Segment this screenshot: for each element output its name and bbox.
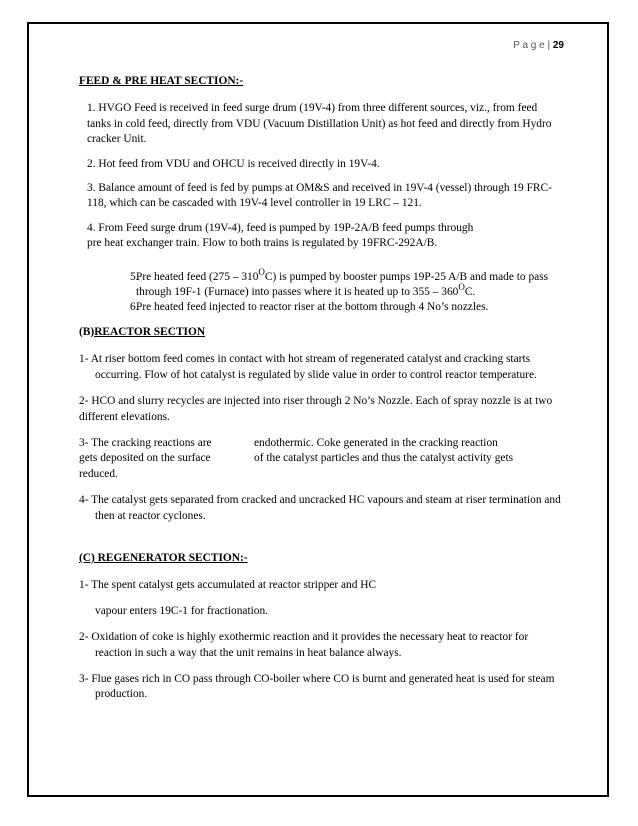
- feed-item-6: [79, 300, 563, 315]
- feed-item-1: 1. HVGO Feed is received in feed surge drum (19V-4) from three different sources, viz., from feed tanks in cold feed, directly from VDU (Vacuum Distillation Unit) as hot feed and directly from Hydro cracker Unit.: [87, 102, 552, 146]
- feed-item-3: 3. Balance amount of feed is fed by pumps at OM&S and received in 19V-4 (vessel) through 19 FRC-118, which can be cascaded with 19V-4 level controller in 19 LRC – 121.: [87, 182, 552, 210]
- reactor-item-3-row-1: [79, 436, 563, 451]
- feed-item-4-line-1: 4. From Feed surge drum (19V-4), feed is pumped by 19P-2A/B feed pumps through: [87, 221, 474, 234]
- regenerator-item-1-line-1: 1- The spent catalyst gets accumulated at reactor stripper and HC: [79, 579, 377, 592]
- reactor-item-3-col-1: gets deposited on the surface: [79, 452, 211, 465]
- reactor-item-3-col-1: 3- The cracking reactions are: [79, 436, 212, 449]
- feed-item-5: [79, 266, 563, 301]
- feed-item-6-number: 6.: [130, 301, 139, 314]
- page-number-value: 29: [552, 40, 564, 51]
- reactor-item-3-col-2: of the catalyst particles and thus the catalyst activity gets: [254, 452, 514, 465]
- degree-superscript: O: [258, 266, 265, 277]
- degree-superscript: O: [458, 282, 465, 293]
- feed-item-6-text: Pre heated feed injected to reactor riser at the bottom through 4 No’s nozzles.: [136, 301, 489, 314]
- page-number: [513, 40, 564, 51]
- regenerator-item-3: 3- Flue gases rich in CO pass through CO-boiler where CO is burnt and generated heat is used for steam production.: [79, 672, 555, 701]
- reactor-item-3-row-3: reduced.: [79, 467, 118, 480]
- reactor-item-3-col-2: endothermic. Coke generated in the cracking reaction: [254, 436, 498, 449]
- reactor-item-1: 1- At riser bottom feed comes in contact with hot stream of regenerated catalyst and cracking starts occurring. Flow of hot catalyst is regulated by slide value in order to control reactor temperature.: [79, 353, 537, 381]
- feed-item-4: [79, 221, 563, 252]
- feed-section-title: FEED & PRE HEAT SECTION:-: [79, 75, 244, 87]
- reactor-section-title: [79, 325, 563, 340]
- reactor-item-2: 2- HCO and slurry recycles are injected into riser through 2 No’s Nozzle. Each of spray nozzle is at two different elevations.: [79, 395, 553, 423]
- feed-item-5-text-c: C.: [464, 286, 476, 299]
- page-separator: |: [547, 40, 551, 51]
- feed-item-5-text-b: C) is pumped by booster pumps 19P-25 A/B and made to pass through 19F-1 (Furnace) into passes where it is heated up to 355 – 360: [136, 270, 549, 299]
- feed-item-5-text-a: Pre heated feed (275 – 310: [136, 270, 259, 283]
- page-label: P a g e: [513, 40, 545, 51]
- reactor-section-prefix: (B): [79, 325, 95, 338]
- reactor-item-4: 4- The catalyst gets separated from cracked and uncracked HC vapours and steam at riser termination and then at reactor cyclones.: [79, 494, 561, 522]
- reactor-section-heading: REACTOR SECTION: [94, 325, 206, 338]
- regenerator-section-title: (C) REGENERATOR SECTION:-: [79, 551, 248, 564]
- regenerator-item-2: 2- Oxidation of coke is highly exothermic reaction and it provides the necessary heat to reactor for reaction in such a way that the unit remains in heat balance always.: [79, 631, 529, 659]
- document-body: [79, 70, 563, 703]
- feed-item-2: 2. Hot feed from VDU and OHCU is received directly in 19V-4.: [87, 157, 380, 170]
- reactor-item-3: [79, 436, 563, 482]
- feed-item-4-line-2: pre heat exchanger train. Flow to both trains is regulated by 19FRC-292A/B.: [87, 237, 438, 250]
- feed-item-5-number: 5.: [130, 270, 139, 283]
- reactor-item-3-row-2: [79, 451, 563, 466]
- regenerator-item-1-line-2: vapour enters 19C-1 for fractionation.: [95, 604, 269, 617]
